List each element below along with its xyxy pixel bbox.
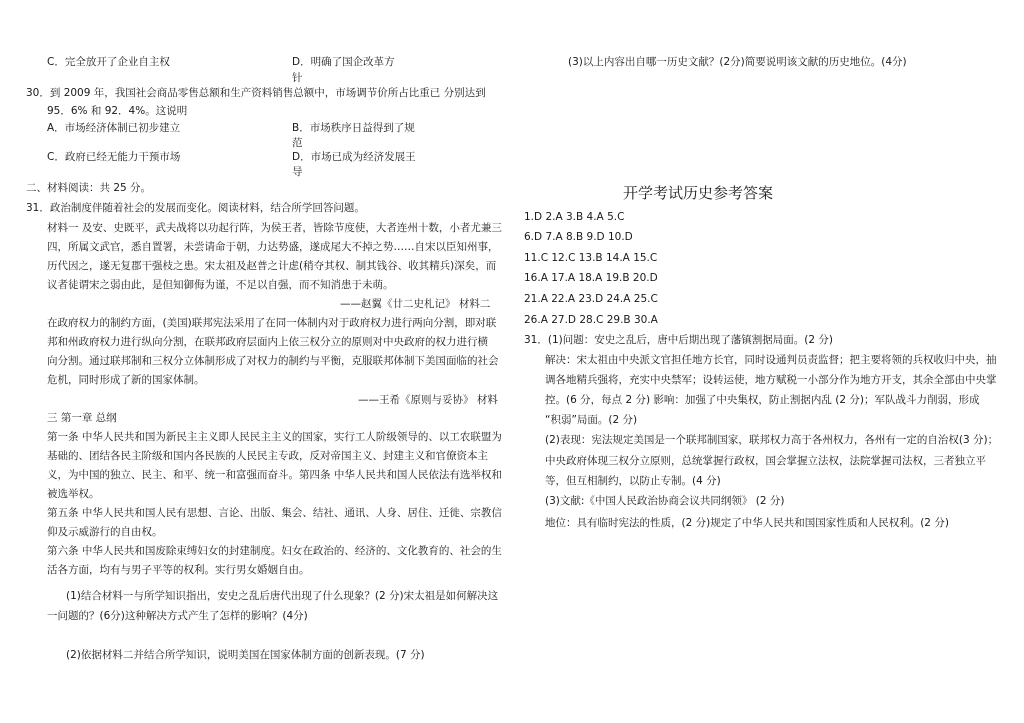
q30-stem-cont: 95．6% 和 92．4%。这说明 [47, 105, 188, 117]
answer-31-line: (2)表现：宪法规定美国是一个联邦制国家，联邦权力高于各州权力，各州有一定的自治权(3 分)； [545, 434, 999, 446]
material-1-source: ——赵翼《廿二史札记》 材料二 [340, 298, 491, 310]
material-3-line: 第六条 中华人民共和国废除束缚妇女的封建制度。妇女在政治的、经济的、文化教育的、社会的生 [47, 545, 502, 557]
material-3-heading: 三 第一章 总纲 [47, 412, 117, 424]
material-2-line: 在政府权力的制约方面，(美国)联邦宪法采用了在同一体制内对于政府权力进行两向分割，即对联 [47, 317, 497, 329]
section-heading: 二、材料阅读：共 25 分。 [26, 182, 152, 194]
answer-key-row: 16.A 17.A 18.A 19.B 20.D [524, 272, 658, 284]
q29-option-d-cont: 针 [292, 72, 303, 84]
material-2-line: 邦和州政府权力进行纵向分割，在联邦政府层面内上依三权分立的原则对中央政府的权力进行横 [47, 336, 488, 348]
material-1-line: 四，所属文武官，悉自置署，未尝请命于朝，力达势盛，遂成尾大不掉之势……自宋以臣知州事， [47, 241, 499, 253]
answer-31-line: 控。(6 分，每点 2 分) 影响：加强了中央集权，防止割据内乱 (2 分)；军队战斗力削弱，形成 [545, 394, 980, 406]
material-3-line: 第五条 中华人民共和国人民有思想、言论、出版、集会、结社、通讯、人身、居住、迁徙、宗教信 [47, 507, 502, 519]
material-3-line: 第一条 中华人民共和国为新民主主义即人民民主主义的国家，实行工人阶级领导的、以工农联盟为 [47, 431, 502, 443]
q30-option-c: C．政府已经无能力干预市场 [47, 151, 181, 163]
answer-title: 开学考试历史参考答案 [623, 184, 774, 202]
answer-key-row: 21.A 22.A 23.D 24.A 25.C [524, 293, 658, 305]
material-2-line: 危机，同时形成了新的国家体制。 [47, 374, 205, 386]
q30-option-d-cont: 导 [292, 166, 303, 178]
material-3-line: 基础的、团结各民主阶级和国内各民族的人民民主专政，反对帝国主义、封建主义和官僚资本主 [47, 450, 488, 462]
q30-option-b: B．市场秩序日益得到了规 [292, 122, 415, 134]
answer-key-row: 26.A 27.D 28.C 29.B 30.A [524, 314, 658, 326]
q31-stem: 31．政治制度伴随着社会的发展而变化。阅读材料，结合所学回答问题。 [26, 202, 365, 214]
material-1-line: 材料一 及安、史既平，武夫战将以功起行阵，为侯王者，皆除节度使，大者连州十数，小者尤兼三 [47, 222, 502, 234]
q30-stem: 30．到 2009 年，我国社会商品零售总额和生产资料销售总额中，市场调节价所占比重已 分别达到 [26, 87, 486, 99]
q30-option-d: D．市场已成为经济发展王 [292, 151, 416, 163]
material-3-line: 仰及示威游行的自由权。 [47, 526, 163, 538]
material-3-line: 义，为中国的独立、民主、和平、统一和富强而奋斗。第四条 中华人民共和国人民依法有选举权和 [47, 469, 502, 481]
answer-key-row: 1.D 2.A 3.B 4.A 5.C [524, 211, 625, 223]
answer-31-line: (3)文献:《中国人民政治协商会议共同纲领》 (2 分) [545, 495, 785, 507]
material-1-line: 议者徒谓宋之弱由此，是但知御侮为谨，不足以自强，而不知消患于未萌。 [47, 279, 394, 291]
material-3-line: 被选举权。 [47, 488, 100, 500]
question-2: (2)依据材料二并结合所学知识，说明美国在国家体制方面的创新表现。(7 分) [66, 649, 425, 661]
material-2-source: ——王希《原则与妥协》 材料 [358, 394, 498, 406]
q30-option-b-cont: 范 [292, 137, 303, 149]
q29-option-c: C．完全放开了企业自主权 [47, 56, 170, 68]
q29-option-d: D．明确了国企改革方 [292, 56, 395, 68]
material-2-line: 向分割。通过联邦制和三权分立体制形成了对权力的制约与平衡，克服联邦体制下美国面临的社会 [47, 355, 499, 367]
material-1-line: 历代因之，遂无复郡干强枝之患。宋太祖及赵普之计虑(稍夺其权、制其钱谷、收其精兵)深矣，而 [47, 260, 497, 272]
answer-31-line: 调各地精兵强将，充实中央禁军；设转运使，地方赋税一小部分作为地方开支，其余全部由中央掌 [545, 374, 997, 386]
q30-option-a: A．市场经济体制已初步建立 [47, 122, 181, 134]
answer-key-row: 6.D 7.A 8.B 9.D 10.D [524, 231, 633, 243]
answer-31-line: “积弱”局面。(2 分) [545, 414, 638, 426]
answer-31-line: 31．(1)问题：安史之乱后，唐中后期出现了藩镇割据局面。(2 分) [524, 334, 833, 346]
question-1-line: (1)结合材料一与所学知识指出，安史之乱后唐代出现了什么现象？(2 分)宋太祖是如何解决这 [66, 590, 499, 602]
answer-31-line: 等，但互相制约，以防止专制。(4 分) [545, 475, 721, 487]
material-3-line: 活各方面，均有与男子平等的权利。实行男女婚姻自由。 [47, 564, 310, 576]
answer-31-line: 解决：宋太祖由中央派文官担任地方长官，同时设通判员责监督；把主要将领的兵权收归中央，抽 [545, 354, 997, 366]
question-1-line: 一问题的？(6分)这种解决方式产生了怎样的影响？(4分) [47, 610, 308, 622]
answer-31-line: 中央政府体现三权分立原则，总统掌握行政权，国会掌握立法权，法院掌握司法权，三者独立平 [545, 455, 986, 467]
answer-31-line: 地位：具有临时宪法的性质，(2 分)规定了中华人民共和国国家性质和人民权利。(2 分) [545, 517, 949, 529]
question-3: (3)以上内容出自哪一历史文献？(2分)简要说明该文献的历史地位。(4分) [568, 56, 907, 68]
answer-key-row: 11.C 12.C 13.B 14.A 15.C [524, 252, 658, 264]
